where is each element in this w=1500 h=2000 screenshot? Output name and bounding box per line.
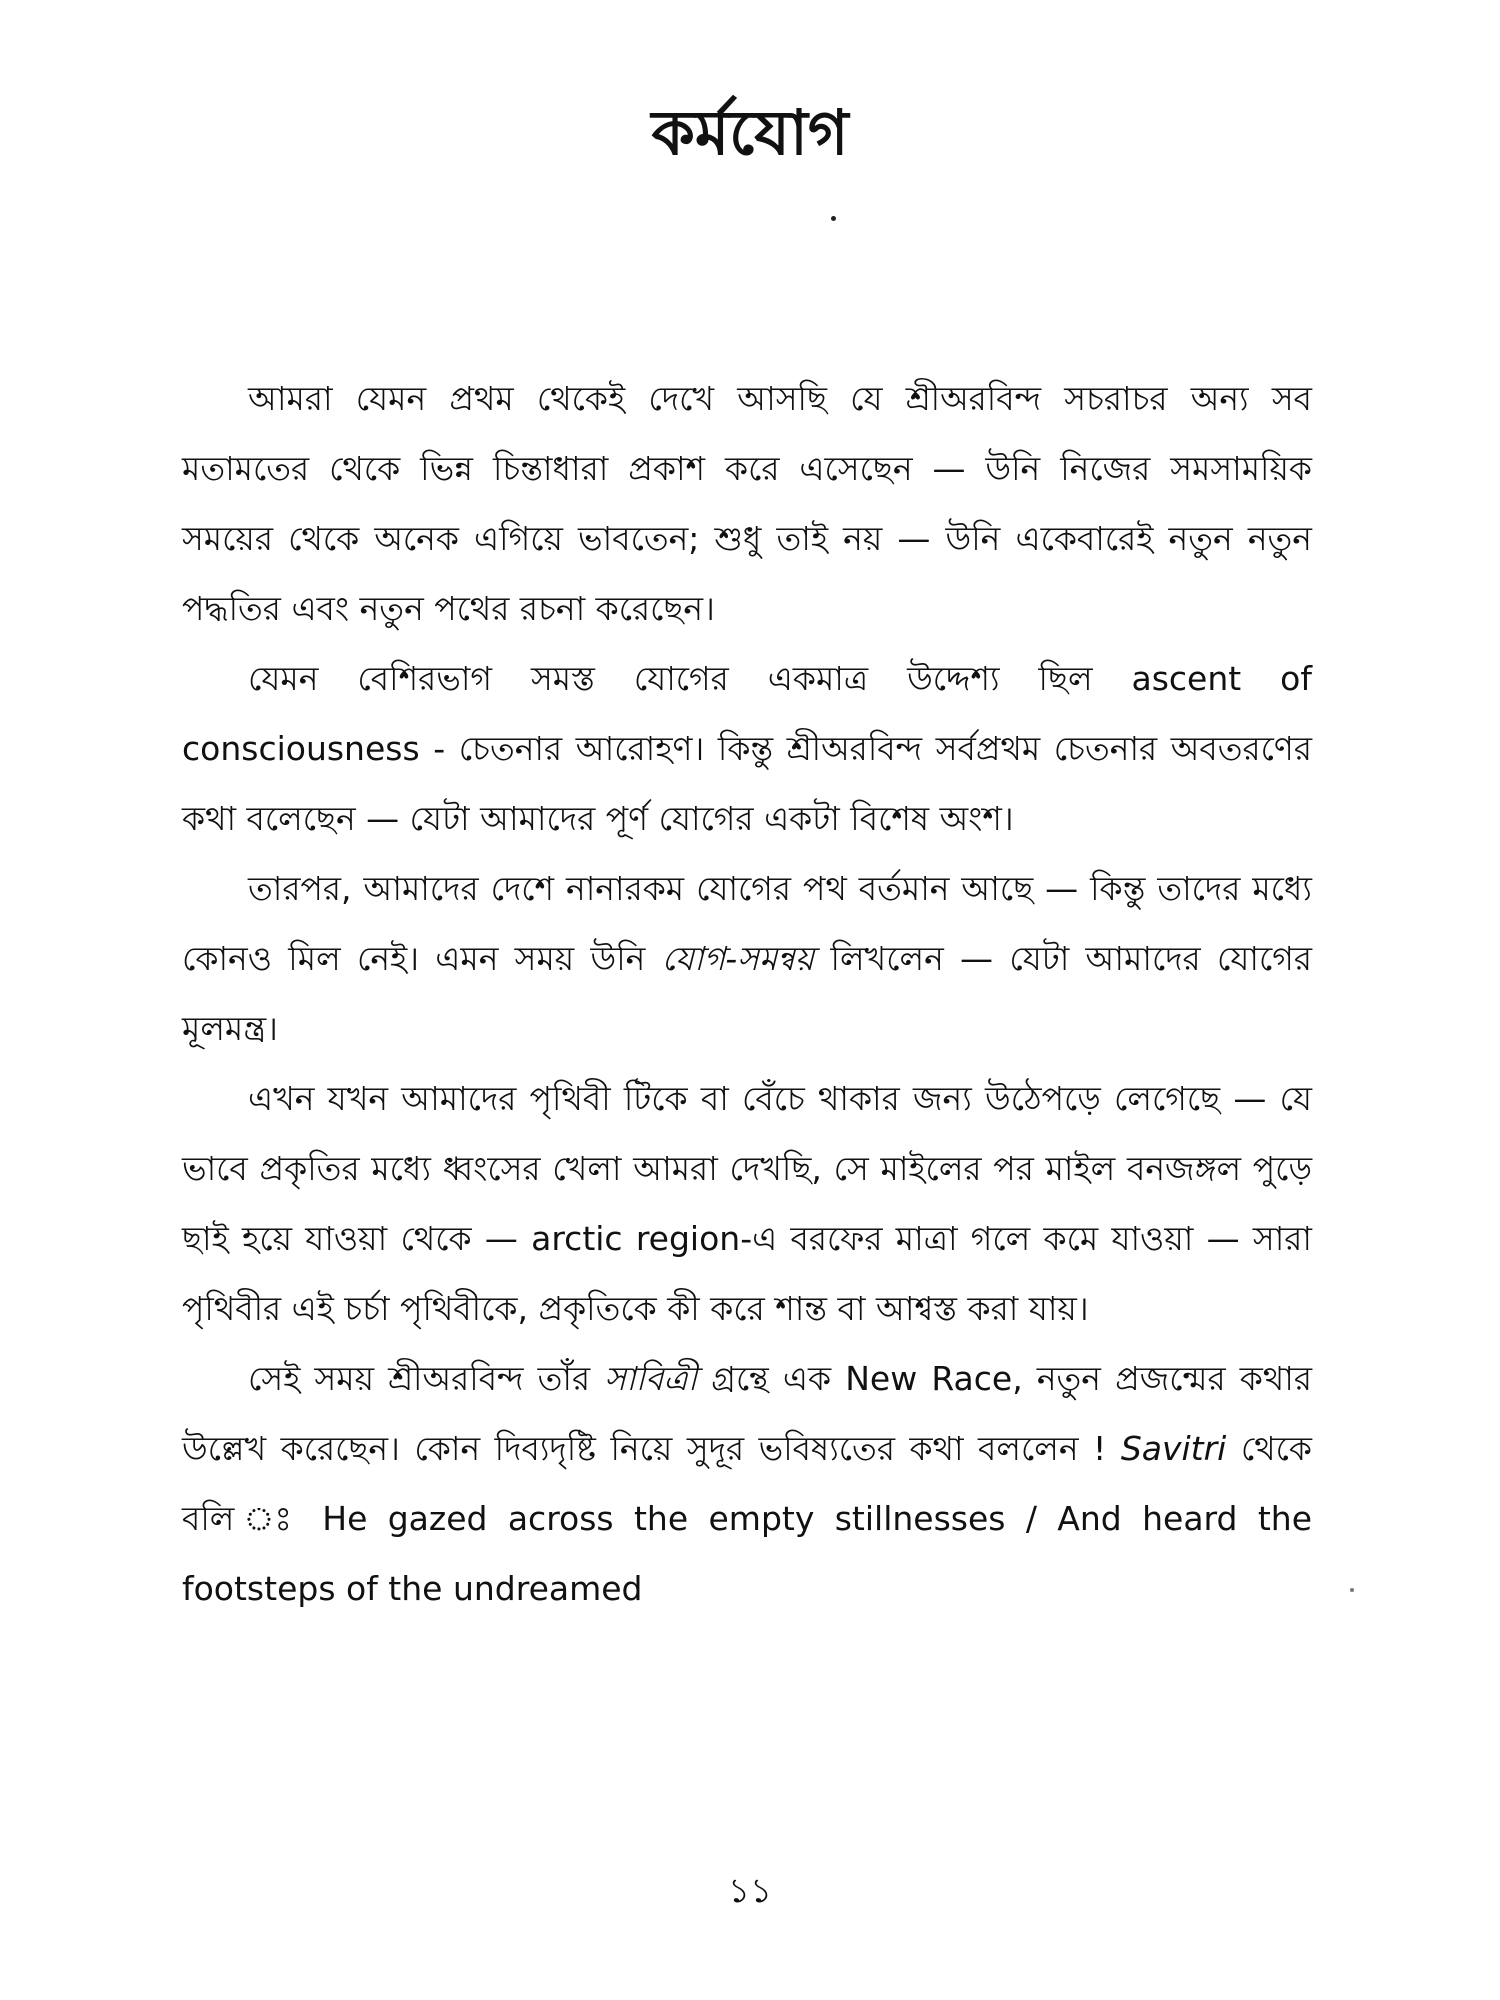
paragraph-text: তারপর, আমাদের দেশে নানারকম যোগের পথ বর্তমান আছে — কিন্তু তাদের মধ্যে কোনও মিল নেই। এমন সময় উনি	[182, 869, 1312, 978]
paragraph-text: থেকে বলি ঃ He gazed across the empty stillnesses / And heard the footsteps of the undreamed	[182, 1429, 1312, 1608]
paragraph-text: গ্রন্থে এক New Race, নতুন প্রজন্মের কথার উল্লেখ করেছেন। কোন দিব্যদৃষ্টি নিয়ে সুদূর ভবিষ্যতের কথা বললেন !	[182, 1359, 1312, 1468]
paragraph-text: আমরা যেমন প্রথম থেকেই দেখে আসছি যে শ্রীঅরবিন্দ সচরাচর অন্য সব মতামতের থেকে ভিন্ন চিন্তাধারা প্রকাশ করে এসেছেন — উনি নিজের সমসাময়িক সময়ের থেকে অনেক এগিয়ে ভাবতেন; শুধু তাই নয় — উনি একেবারেই নতুন নতুন পদ্ধতির এবং নতুন পথের রচনা করেছেন।	[182, 379, 1312, 628]
italic-title-text: যোগ-সমন্বয়	[661, 939, 815, 978]
paragraph-text: সেই সময় শ্রীঅরবিন্দ তাঁর	[248, 1359, 605, 1398]
paragraph	[182, 1344, 1312, 1624]
paragraph-text: লিখলেন — যেটা আমাদের যোগের মূলমন্ত্র।	[182, 939, 1312, 1048]
paragraph-text: এখন যখন আমাদের পৃথিবী টিকে বা বেঁচে থাকার জন্য উঠেপড়ে লেগেছে — যে ভাবে প্রকৃতির মধ্যে ধ্বংসের খেলা আমরা দেখছি, সে মাইলের পর মাইল বনজঙ্গল পুড়ে ছাই হয়ে যাওয়া থেকে — arctic region-এ বরফের মাত্রা গলে কমে যাওয়া — সারা পৃথিবীর এই চর্চা পৃথিবীকে, প্রকৃতিকে কী করে শান্ত বা আশ্বস্ত করা যায়।	[182, 1079, 1312, 1328]
ink-speck	[831, 216, 836, 221]
paragraph	[182, 1064, 1312, 1344]
paragraph	[182, 364, 1312, 644]
italic-title-text: Savitri	[1120, 1429, 1227, 1468]
italic-title-text: সাবিত্রী	[604, 1359, 698, 1398]
chapter-title: কর্মযোগ	[651, 96, 849, 169]
paragraph	[182, 644, 1312, 854]
page-number: ১১	[727, 1871, 773, 1911]
ink-speck	[1350, 1588, 1354, 1592]
chapter-body	[182, 364, 1312, 1624]
paragraph	[182, 854, 1312, 1064]
paragraph-text: যেমন বেশিরভাগ সমস্ত যোগের একমাত্র উদ্দেশ্য ছিল ascent of consciousness - চেতনার আরোহণ। কিন্তু শ্রীঅরবিন্দ সর্বপ্রথম চেতনার অবতরণের কথা বলেছেন — যেটা আমাদের পূর্ণ যোগের একটা বিশেষ অংশ।	[182, 659, 1312, 838]
